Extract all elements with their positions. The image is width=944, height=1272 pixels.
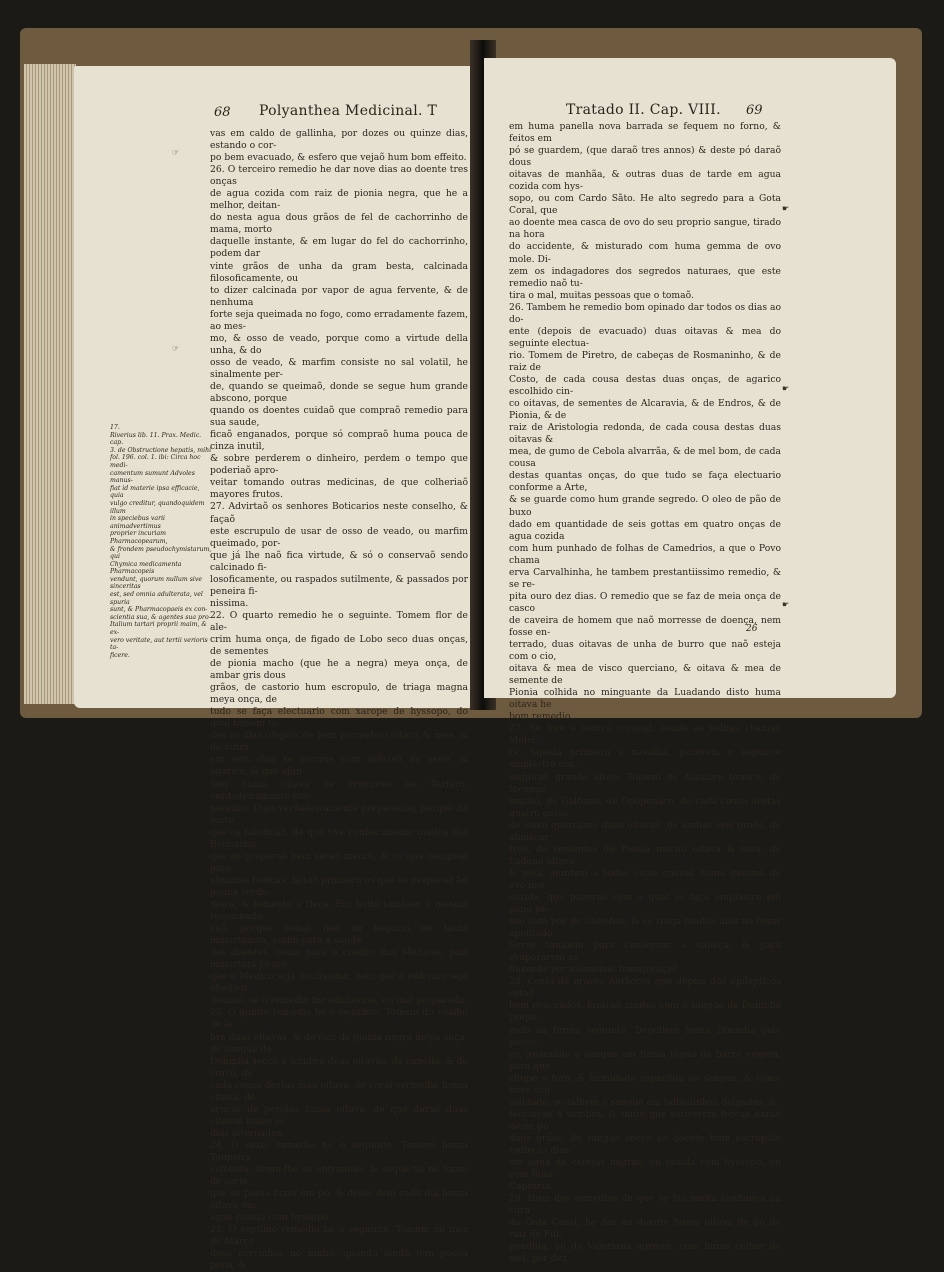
margin-mark-3: ☛ [782, 600, 790, 609]
text-line: 25. O septimo remedio he o seguinte. Tomem no mez de Março [210, 1224, 468, 1248]
margin-note-line: est, sed omnia adulterata, vel spuria [110, 591, 203, 606]
margin-note-line: 17. [110, 424, 120, 431]
text-line: Serve tambem para conservar a cabeça, & para evaporarem as [509, 940, 781, 964]
margin-mark-1: ☞ [172, 148, 180, 157]
text-line: mo, & osso de veado, porque como a virtude della unha, & do [210, 332, 468, 356]
text-line: daquelle instante, & em lugar do fel do cachorrinho, podem dar [210, 236, 468, 260]
right-running-head: Tratado II. Cap. VIII. [566, 102, 721, 118]
text-line: po bem evacuado, & esfero que vejaõ hum bom effeito. [210, 152, 467, 164]
catchword: 26 [746, 624, 758, 634]
text-line: cada cousa destas mea oitava, de coral vermelho huma oitava, de [210, 1079, 468, 1103]
left-folio: 68 [214, 105, 231, 120]
text-line: grãos, de castorio hum escropulo, de triaga magna meya onça, de [210, 682, 468, 706]
text-line: raiz de Aristologia redonda, de cada cousa destas duas oitavas & [509, 422, 781, 446]
margin-mark-1: ☛ [782, 204, 790, 213]
text-line: de agua cozida com raiz de pionia negra, que he a melhor, deitan- [210, 188, 468, 212]
margin-note-line: ficere. [110, 651, 130, 659]
left-running-head: Polyanthea Medicinal. T [259, 103, 438, 119]
text-line: vinte grãos de unha da gram besta, calcinada filosoficamente, ou [210, 260, 468, 284]
text-line: Capraria. [509, 1181, 553, 1193]
text-line: 26. Tambem he remedio bom opinado dar todos os dias ao do- [509, 301, 781, 325]
text-line: & se guarde como hum grande segredo. O oleo de pão de buxo [509, 494, 781, 518]
text-line: dado em quantidade de seis gottas em quatro onças de agua cozida [509, 518, 781, 542]
text-line: dos os dias (depois de bem purgados) oitava & mea, & de outra [210, 730, 468, 754]
text-line: bre duas oitavas, & de raiz de pionia negra meya onça, de sangue de [210, 1031, 468, 1055]
text-line: co oitavas, de sementes de Alcaravia, & de Endros, & de Pionia, & de [509, 398, 781, 422]
margin-mark-2: ☞ [172, 344, 180, 353]
text-line: 28. Costa de graves Authores que depois dos epilepticos estaõ [509, 976, 781, 1000]
text-line: dias alternados. [210, 1127, 285, 1139]
text-line: 23. O quinto remedio he o seguinte. Tomem do coalho de le- [210, 1007, 468, 1031]
text-line: ente (depois de evacuado) duas oitavas & mea do seguinte electua- [509, 325, 781, 349]
text-line: chupe o foro, & humidade superflua do sangue, & como tiver con- [509, 1072, 781, 1096]
left-body-text [210, 128, 468, 1272]
text-line: oitava & mea de visco querciano, & oitava & mea de semente de [509, 663, 781, 687]
text-line: 27. Advirtaõ os senhores Boticarios neste conselho, & façaõ [210, 501, 468, 525]
text-line: tem huma oitava de cremores de Tartaro, verdadeiramente pre- [210, 778, 468, 802]
text-line: tira o mal, muitas pessoas que o tomaõ. [509, 289, 694, 301]
text-line: em agua de cerejas negras, ou cozida com hyssopo, ou com Ruta [509, 1157, 781, 1181]
text-line: tissimo, se o remedio for adulterino, ou mal preparado. [210, 995, 468, 1007]
text-line: Costo, de cada cousa destas duas onças, de agarico escolhido cin- [509, 373, 781, 398]
margin-note-line: & frondem pseudochymistarum, qui [110, 545, 212, 561]
text-line: que já lhe naõ fica virtude, & só o conservaõ sendo calcinado fi- [210, 549, 468, 573]
text-line: erva Carvalhinha, he tambem prestantiissimo remedio, & se re- [509, 566, 781, 590]
text-line: ficaõ enganados, porque só compraõ huma pouca de cinza inutil, [210, 429, 468, 453]
text-line: ao doente mea casca de ovo do seu proprio sangue, tirado na hora [509, 217, 781, 241]
text-line: esfolada, tirem-lhe as entranhas, & seque-na no forno de sorte, [210, 1164, 468, 1188]
margin-note-line: fol. 196. col. 1. ibi: Circa hoc medi- [110, 454, 201, 469]
text-line: seguiraõ grande alivio. Tomem de Alambre branco, de Incenso [509, 771, 781, 795]
text-line: dos doentes, como para o credito dos Medicos, pois importará pouco [210, 947, 468, 971]
text-line: que os preparaõ bem seraõ menos, & os que compraõ para [210, 850, 468, 874]
text-line: de caveira de homem que naõ morresse de doença, nem fosse en- [509, 614, 781, 638]
text-line: açucar de perolas huma oitava, de que daraõ duas oitavas todos os [210, 1103, 468, 1127]
margin-note-line: Chymica medicamenta Pharmacopeis [110, 560, 182, 576]
margin-note [110, 424, 212, 659]
text-line: deira, & temente a Deos. Em feitio tambem a mesma recomenda- [210, 899, 468, 923]
margin-note-line: scientia sua, & agentes sua pro- [110, 613, 211, 621]
text-line: fluxoens por insensivel transpiraçaõ. [509, 964, 681, 976]
text-line: & sobre perderem o dinheiro, perdem o tempo que poderiaõ apro- [210, 453, 468, 477]
margin-note-line: Riverius lib. 11. Prax. Medic. cap. [110, 431, 202, 447]
text-line: do nesta agua dous grãos de fel de cachorrinho de mama, morto [210, 212, 468, 236]
text-line: osso de veado, & marfim consiste no sal volatil, he sinalmente per- [210, 356, 468, 380]
text-line: cozida, que puzerao com a qual se faça emplastro em pano pe- [509, 892, 781, 916]
text-line: vas em caldo de gallinha, por dozes ou quinze dias, estando o cor- [210, 128, 468, 152]
text-line: terrado, duas oitavas de unha de burro que naõ esteja com o cio, [509, 639, 781, 663]
text-line: feccon-se á sombra, & tanto que estiverem feccas daraõ deste pó [509, 1108, 781, 1132]
text-line: pó se guardem, (que daraõ tres annos) & deste pó daraõ dous [509, 145, 781, 169]
text-line: macho, de Galbano, de Opoponaco, de cada cousa destas quatro gotas, [509, 795, 781, 819]
text-line: dous grãos, de sangue secco ao doente hum escropulo todos os dias [509, 1132, 781, 1156]
text-line: com hum punhado de folhas de Camedrios, a que o Povo chama [509, 542, 781, 566]
right-body-text [509, 121, 781, 1265]
margin-note-line: proprier incuriam Pharmacopearum, [110, 530, 168, 545]
text-line: que os falsificaõ, de que tive conhecimento muitos dos Boticarios [210, 826, 468, 850]
page-edges [24, 64, 76, 704]
text-line: quando os doentes cuidaõ que compraõ remedio para sua saude, [210, 405, 468, 429]
margin-note-line: in speciebus varii animadvertimus [110, 515, 166, 530]
margin-mark-2: ☛ [782, 384, 790, 393]
text-line: çaõ, porque senaõ fiaõ de negocio de tanta importancia, assim para a saude [210, 923, 468, 947]
text-line: tres, de sementes de Pionia macho oitava & mea, de Ladano oitava [509, 843, 781, 867]
text-line: do accidente, & misturado com huma gemma de ovo mole. Di- [509, 241, 781, 265]
text-line: dous corvinhos no ninho, quando ainda tem pouca pena, & [210, 1248, 468, 1272]
text-line: em huma panella nova barrada se fequem no forno, & feitos em [509, 121, 781, 145]
text-line: nissima. [210, 597, 249, 609]
text-line: zem os indagadores dos segredos naturaes, que este remedio naõ tu- [509, 265, 781, 289]
text-line: 29. Hum dos remedios de que se faz muita confiança na cura [509, 1193, 781, 1217]
text-line: este escrupulo de usar de osso de veado, ou marfim queimado, por- [210, 525, 468, 549]
text-line: Doninha secco á sombra duas oitavas, de canella, & de cravo, de [210, 1055, 468, 1079]
margin-note-line: fiat id materie ipsa efficacie, quia [110, 484, 200, 500]
text-line: da Gota Coral, he dar ao doente huma oitava de pó de raiz de Fili- [509, 1217, 781, 1241]
text-line: 26. O terceiro remedio he dar nove dias ao doente tres onças [210, 164, 468, 188]
text-line: mea, de gumo de Cebola alvarrãa, & de mel bom, de cada cousa [509, 446, 781, 470]
text-line: losoficamente, ou raspados sutilmente, & passados por peneira fi- [210, 573, 468, 597]
text-line: to dizer calcinada por vapor de agua fervente, & de nenhuma [210, 284, 468, 308]
text-line: algumas boticas, faltaõ primeiro os que os preparaõ he pouca verda- [210, 874, 468, 898]
margin-note-line: 3. de Obstructione hepatis, mihi [110, 446, 212, 454]
right-folio: 69 [746, 103, 763, 118]
text-line: solidado, se talhem o sangue em talhadinhas delgadas, & [509, 1096, 777, 1108]
left-page [74, 66, 480, 1272]
text-line: de pionia macho (que he a negra) meya onça, de ambar gris dous [210, 658, 468, 682]
margin-note-line: sunt, & Pharmacopaeis ex con- [110, 606, 208, 614]
text-line: bem evacuados, fararaõ muitos com o sangue de Doninha prepa- [509, 1000, 781, 1024]
margin-note-line: camentum sumunt Advoles manus- [110, 469, 195, 485]
text-line: ço, aparando o sangue em huma tigela de barro virgem, para que [509, 1048, 781, 1072]
text-line: oitavas de manhãa, & outras duas de tarde em agua cozida com hys- [509, 169, 781, 193]
text-line: ra, tapada primeiro a navalha, puzerem o seguinte emplastro con- [509, 747, 781, 771]
margin-note-line: vero veritate, aut tertii verioris ta- [110, 636, 208, 652]
text-line: & mea, ajuntem a todas estas cousas huma gemma de ovo nos [509, 867, 781, 891]
text-line: em oito dias se purgue com infusaõ de sene, & agarico, & que ajun- [210, 754, 468, 778]
margin-note-line: Italium tartari proprii maim, & ex- [110, 621, 207, 637]
text-line: 22. O quarto remedio he o seguinte. Tomem flor de ale- [210, 609, 468, 633]
right-page [484, 58, 896, 1265]
text-line: 27. Se fore a sotura coronal, aonde as velhas chamaõ Molei- [509, 723, 781, 747]
text-line: veitar tomando outras medicinas, de que colheriaõ mayores frutos. [210, 477, 468, 501]
text-line: Pionia colhida no minguante da Luadando disto huma oitava he [509, 687, 781, 711]
text-line: sopo, ou com Cardo Sãto. He alto segredo para a Gota Coral, que [509, 193, 781, 217]
text-line: parados. Digo verdadeiramente preparados, porque da sorte [210, 802, 468, 826]
text-line: forte seja queimada no fogo, como erradamente fazem, ao mes- [210, 308, 468, 332]
text-line: bom remedio. [509, 711, 574, 723]
text-line: rado na forma seguinte. Degollem huma Doninha pelo pesco- [509, 1024, 781, 1048]
text-line: destas quantas onças, do que tudo se faça electuario conforme a Arte, [509, 470, 781, 494]
text-line: pita ouro dez dias. O remedio que se faz de meia onça de casco [509, 590, 781, 614]
text-line: de visco querciano duas oitavas, de ambar seis graõs, de almiscar [509, 819, 781, 843]
margin-note-line: vulgo creditur, quandoquidem illum [110, 499, 205, 515]
text-line: seo com pós de Cubebas, & se traga muitos dias no lugar apontado. [509, 916, 781, 940]
text-line: pendula, ou de Valeriana agreste, com huma colher de mel, por dez [509, 1241, 781, 1265]
text-line: que se possa fazer em pó, & deste dem cada dia huma oitava em [210, 1188, 468, 1212]
text-line: que o Medico seja doutissimo, hem que o enfermo seja obedien- [210, 971, 468, 995]
text-line: 24. O sexto remedio he o seguinte. Tomem huma Toupeira [210, 1139, 468, 1163]
text-line: de, quando se queimaõ, donde se segue hum grande abscono, porque [210, 380, 468, 405]
text-line: crim huma onça, de figado de Lobo seco duas onças, de sementes [210, 633, 468, 658]
text-line: rio. Tomem de Piretro, de cabeças de Rosmaninho, & de raiz de [509, 349, 781, 373]
text-line: agua cozida com hyssopo. [210, 1212, 331, 1224]
margin-note-line: vendunt, quorum nullum sive sinceritas [110, 575, 202, 591]
text-line: tudo se faça electuario com xarope de hyssopo, do qual tomem to- [210, 706, 468, 730]
